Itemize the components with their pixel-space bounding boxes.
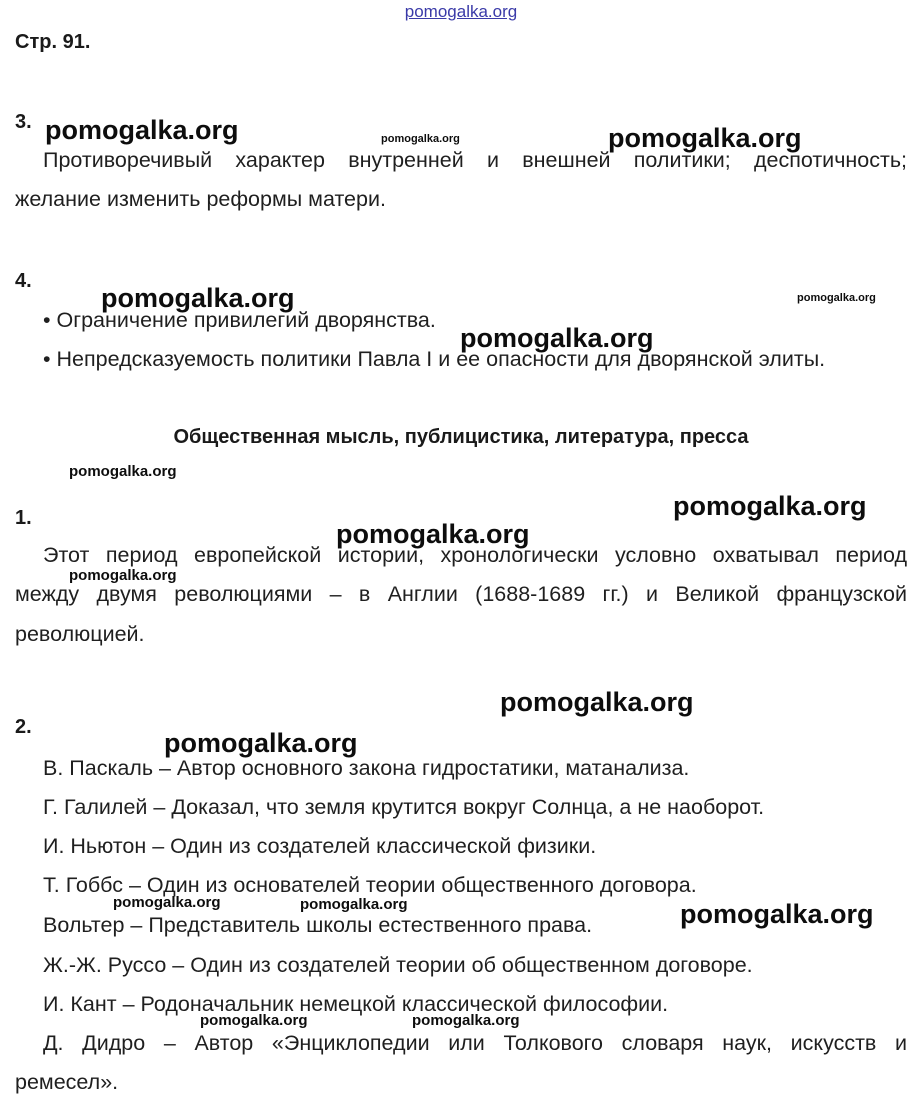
list-item: И. Кант – Родоначальник немецкой классической философии. [43,992,669,1016]
question-4-item-1: • Ограничение привилегий дворянства. [43,308,436,332]
list-item: В. Паскаль – Автор основного закона гидростатики, матанализа. [43,756,690,780]
watermark: pomogalka.org [608,123,802,153]
list-item: И. Ньютон – Один из создателей классической физики. [43,834,597,858]
section-question-2-number: 2. [15,716,32,738]
watermark: pomogalka.org [164,728,358,758]
question-4-number: 4. [15,270,32,292]
question-3-text-line-1: Противоречивый характер внутренней и внешней политики; деспотичность; [43,148,907,172]
watermark: pomogalka.org [69,463,177,480]
section-question-1-number: 1. [15,507,32,529]
watermark: pomogalka.org [460,323,654,353]
question-4-item-2: • Непредсказуемость политики Павла I и ее опасности для дворянской элиты. [43,347,826,371]
watermark: pomogalka.org [500,687,694,717]
watermark: pomogalka.org [113,894,221,911]
watermark: pomogalka.org [101,283,295,313]
list-item: Г. Галилей – Доказал, что земля крутится вокруг Солнца, а не наоборот. [43,795,765,819]
watermark: pomogalka.org [200,1012,308,1029]
watermark: pomogalka.org [680,899,874,929]
watermark: pomogalka.org [69,567,177,584]
list-item: Ж.-Ж. Руссо – Один из создателей теории об общественном договоре. [43,953,753,977]
watermark: pomogalka.org [45,115,239,145]
list-item: Т. Гоббс – Один из основателей теории общественного договора. [43,873,697,897]
question-3-text-line-2: желание изменить реформы матери. [15,187,386,211]
watermark: pomogalka.org [381,133,460,145]
list-item-last-line-2: ремесел». [15,1070,119,1094]
watermark: pomogalka.org [300,896,408,913]
list-item: Вольтер – Представитель школы естественного права. [43,913,593,937]
site-link[interactable]: pomogalka.org [404,2,518,21]
section-question-1-line-2: между двумя революциями – в Англии (1688-1689 гг.) и Великой французской [15,582,907,606]
section-question-1-line-3: революцией. [15,622,145,646]
watermark: pomogalka.org [412,1012,520,1029]
page-number: Стр. 91. [15,31,91,53]
watermark: pomogalka.org [673,491,867,521]
question-3-number: 3. [15,111,32,133]
section-question-1-line-1: Этот период европейской истории, хронологически условно охватывал период [43,543,907,567]
section-heading: Общественная мысль, публицистика, литература, пресса [173,426,749,448]
watermark: pomogalka.org [797,292,876,304]
watermark: pomogalka.org [336,519,530,549]
list-item-last-line-1: Д. Дидро – Автор «Энциклопедии или Толкового словаря наук, искусств и [43,1031,907,1055]
